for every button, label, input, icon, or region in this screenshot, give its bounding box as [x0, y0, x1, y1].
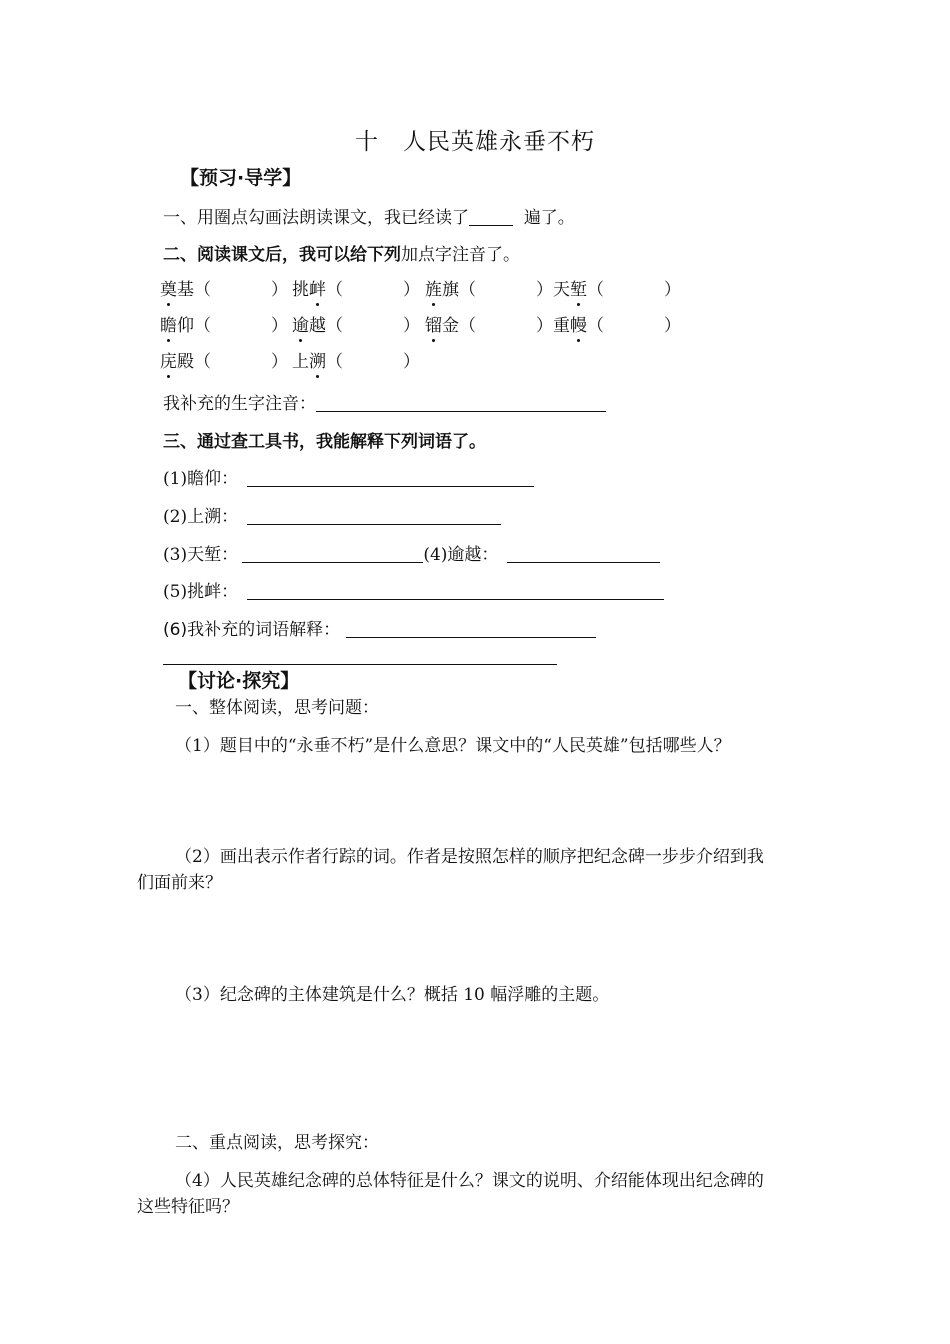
definition-row-3: [163, 540, 660, 565]
definition-label: (1)瞻仰：: [163, 469, 239, 489]
definition-row-1: [163, 464, 534, 489]
question-1: [163, 203, 575, 228]
supplement-pinyin-row: [163, 389, 606, 414]
word-dotted-char: 逾: [292, 311, 309, 336]
word-dotted-char: 瞻: [160, 311, 177, 336]
question-1-suffix: 遍了。: [523, 208, 575, 228]
word-item: 庑殿（ ）: [160, 347, 288, 372]
word-dotted-char: 旌: [425, 275, 442, 300]
definition-blank[interactable]: [247, 506, 419, 525]
section-heading-preview: 【预习·导学】: [180, 167, 302, 189]
word-item: 挑衅（ ）: [292, 275, 420, 300]
word-item: 重幔（ ）: [553, 311, 681, 336]
word-dotted-char: 庑: [160, 347, 177, 372]
question-3: 三、通过查工具书，我能解释下列词语了。: [163, 432, 486, 452]
definition-blank[interactable]: [346, 619, 596, 638]
definition-label: (4)逾越：: [423, 545, 499, 565]
supplement-pinyin-label: 我补充的生字注音：: [163, 394, 316, 414]
definition-row-5: [163, 577, 664, 602]
part-1-heading: 一、整体阅读，思考问题：: [175, 698, 379, 718]
definition-label: (3)天堑：: [163, 545, 239, 565]
discussion-question-1: （1）题目中的“永垂不朽”是什么意思？课文中的“人民英雄”包括哪些人？: [175, 736, 731, 756]
word-item: 天堑（ ）: [553, 275, 681, 300]
read-count-blank[interactable]: [469, 207, 513, 226]
question-2-rest: 加点字注音了。: [401, 245, 520, 265]
section-heading-discussion: 【讨论·探究】: [178, 670, 300, 692]
discussion-question-4-line-1: （4）人民英雄纪念碑的总体特征是什么？课文的说明、介绍能体现出纪念碑的: [175, 1171, 764, 1191]
discussion-question-2-line-1: （2）画出表示作者行踪的词。作者是按照怎样的顺序把纪念碑一步步介绍到我: [175, 847, 764, 867]
word-item: 镏金（ ）: [425, 311, 553, 336]
word-dotted-char: 幔: [570, 311, 587, 336]
supplement-pinyin-blank[interactable]: [316, 393, 606, 412]
word-dotted-char: 溯: [309, 347, 326, 372]
definition-blank-extra[interactable]: [427, 506, 501, 525]
word-dotted-char: 镏: [425, 311, 442, 336]
word-item: 奠基（ ）: [160, 275, 288, 300]
definition-blank[interactable]: [507, 544, 660, 563]
definition-blank[interactable]: [242, 544, 423, 563]
definition-label: (2)上溯：: [163, 507, 239, 527]
definition-blank[interactable]: [247, 581, 664, 600]
question-1-text: 一、用圈点勾画法朗读课文，我已经读了: [163, 208, 469, 228]
definition-label: (5)挑衅：: [163, 582, 239, 602]
discussion-question-3: （3）纪念碑的主体建筑是什么？概括 10 幅浮雕的主题。: [175, 985, 610, 1005]
word-item: 逾越（ ）: [292, 311, 420, 336]
word-dotted-char: 堑: [570, 275, 587, 300]
definition-blank[interactable]: [247, 468, 534, 487]
part-2-heading: 二、重点阅读，思考探究：: [175, 1133, 379, 1153]
discussion-question-2-line-2: 们面前来？: [137, 873, 222, 893]
word-dotted-char: 衅: [309, 275, 326, 300]
word-dotted-char: 奠: [160, 275, 177, 300]
question-2: [163, 240, 520, 265]
definition-label: (6)我补充的词语解释：: [163, 620, 341, 640]
definition-row-2: [163, 502, 501, 527]
definition-row-6: [163, 615, 596, 640]
word-item: 瞻仰（ ）: [160, 311, 288, 336]
question-2-bold: 二、阅读课文后，我可以给下列: [163, 245, 401, 265]
word-item: 旌旗（ ）: [425, 275, 553, 300]
extra-answer-line[interactable]: [163, 664, 557, 665]
word-item: 上溯（ ）: [292, 347, 420, 372]
page-title: 十 人民英雄永垂不朽: [355, 129, 595, 155]
discussion-question-4-line-2: 这些特征吗？: [137, 1197, 239, 1217]
